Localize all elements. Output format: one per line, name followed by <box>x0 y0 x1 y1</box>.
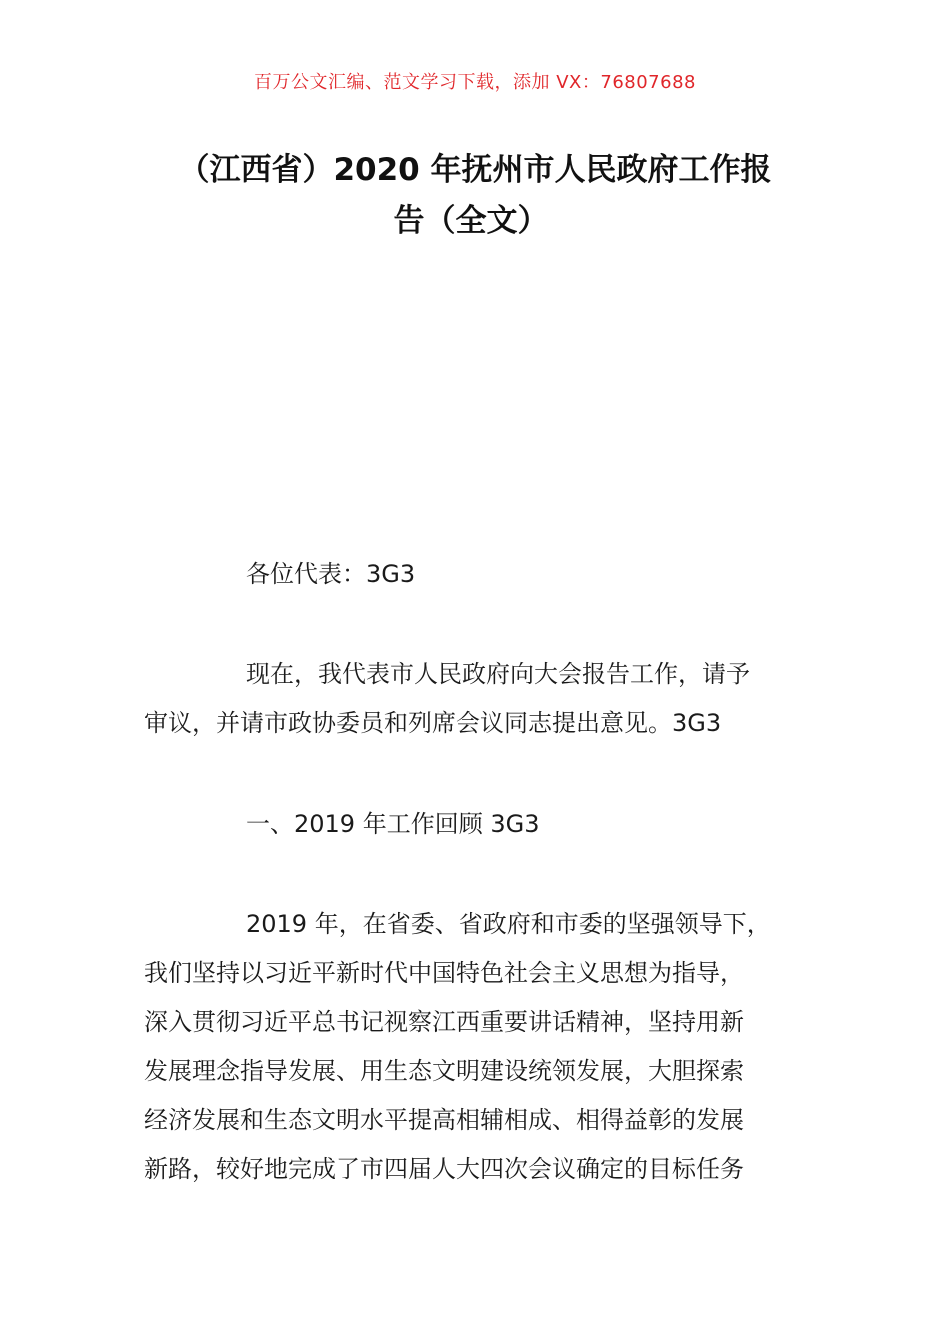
review-line-5: 经济发展和生态文明水平提高相辅相成、相得益彰的发展 <box>144 1106 744 1134</box>
intro-paragraph <box>144 650 809 748</box>
review-line-3: 深入贯彻习近平总书记视察江西重要讲话精神，坚持用新 <box>144 1008 744 1036</box>
header-note: 百万公文汇编、范文学习下载，添加 VX：76807688 <box>254 72 696 93</box>
review-line-4: 发展理念指导发展、用生态文明建设统领发展，大胆探索 <box>144 1057 744 1085</box>
section-heading-text: 一、2019 年工作回顾 3G3 <box>246 810 540 838</box>
greeting-text: 各位代表：3G3 <box>246 560 416 588</box>
review-paragraph <box>144 900 809 1194</box>
document-title <box>0 145 950 247</box>
review-line-6: 新路，较好地完成了市四届人大四次会议确定的目标任务 <box>144 1155 744 1183</box>
intro-line-2: 审议，并请市政协委员和列席会议同志提出意见。3G3 <box>144 709 722 737</box>
section-heading <box>144 800 809 849</box>
greeting-paragraph <box>144 550 809 599</box>
title-line-2: 告（全文） <box>393 203 549 239</box>
review-line-2: 我们坚持以习近平新时代中国特色社会主义思想为指导， <box>144 959 744 987</box>
review-line-1: 2019 年，在省委、省政府和市委的坚强领导下， <box>246 910 771 938</box>
intro-line-1: 现在，我代表市人民政府向大会报告工作，请予 <box>246 660 750 688</box>
title-line-1: （江西省）2020 年抚州市人民政府工作报 <box>178 152 772 188</box>
